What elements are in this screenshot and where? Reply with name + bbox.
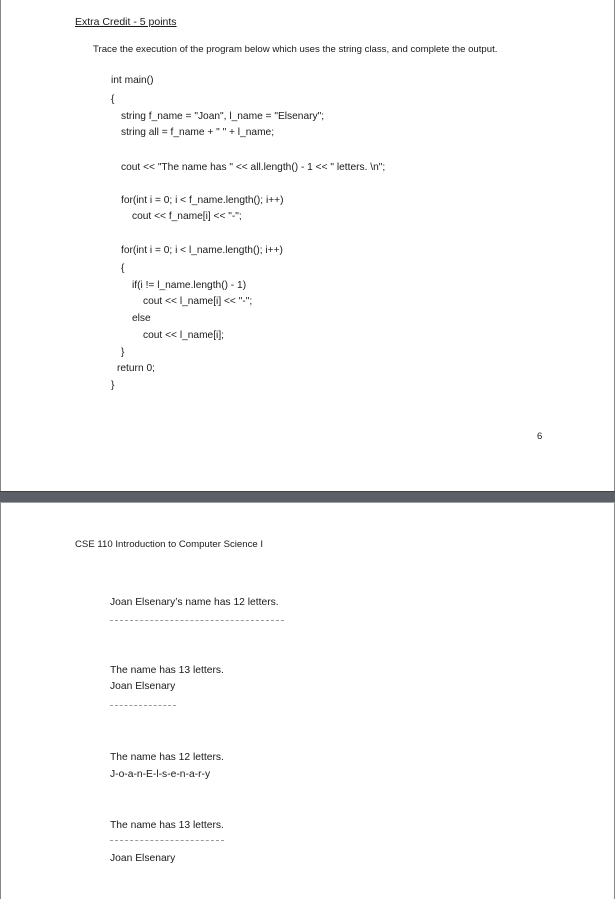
code-line: for(int i = 0; i < f_name.length(); i++) <box>121 195 284 206</box>
code-line: cout << l_name[i]; <box>143 330 224 341</box>
code-line: string all = f_name + " " + l_name; <box>121 127 275 138</box>
answer-blank-line <box>110 705 176 706</box>
code-line: if(i != l_name.length() - 1) <box>132 280 247 291</box>
code-line: string f_name = "Joan", l_name = "Elsenary"; <box>121 111 325 122</box>
code-line: } <box>121 347 125 358</box>
page-number: 6 <box>537 431 543 442</box>
answer-blank-line <box>110 620 284 621</box>
document-page-2 <box>0 503 615 899</box>
code-line: cout << f_name[i] << "-"; <box>132 211 242 222</box>
answer-option-2-line-2: Joan Elsenary <box>110 681 176 692</box>
code-line: cout << "The name has " << all.length() - 1 << " letters. \n"; <box>121 162 386 173</box>
answer-option-3-line-2: J-o-a-n-E-l-s-e-n-a-r-y <box>110 769 211 780</box>
code-line: cout << l_name[i] << "-"; <box>143 296 253 307</box>
code-line: int main() <box>111 75 154 86</box>
answer-option-1-line-1: Joan Elsenary’s name has 12 letters. <box>110 597 279 608</box>
answer-option-4-line-1: The name has 13 letters. <box>110 820 224 831</box>
code-line: for(int i = 0; i < l_name.length(); i++) <box>121 245 283 256</box>
answer-blank-line <box>110 840 224 841</box>
instructions-text: Trace the execution of the program below which uses the string class, and complete the output. <box>93 44 498 55</box>
extra-credit-heading: Extra Credit - 5 points <box>75 16 177 28</box>
code-line: return 0; <box>117 363 155 374</box>
answer-option-3-line-1: The name has 12 letters. <box>110 752 224 763</box>
page-separator <box>0 491 615 503</box>
course-header: CSE 110 Introduction to Computer Science I <box>75 539 264 550</box>
code-line: { <box>111 94 115 105</box>
answer-option-4-line-2: Joan Elsenary <box>110 853 176 864</box>
answer-option-2-line-1: The name has 13 letters. <box>110 665 224 676</box>
code-line: { <box>121 263 125 274</box>
code-line: } <box>111 380 115 391</box>
code-line: else <box>132 313 151 324</box>
